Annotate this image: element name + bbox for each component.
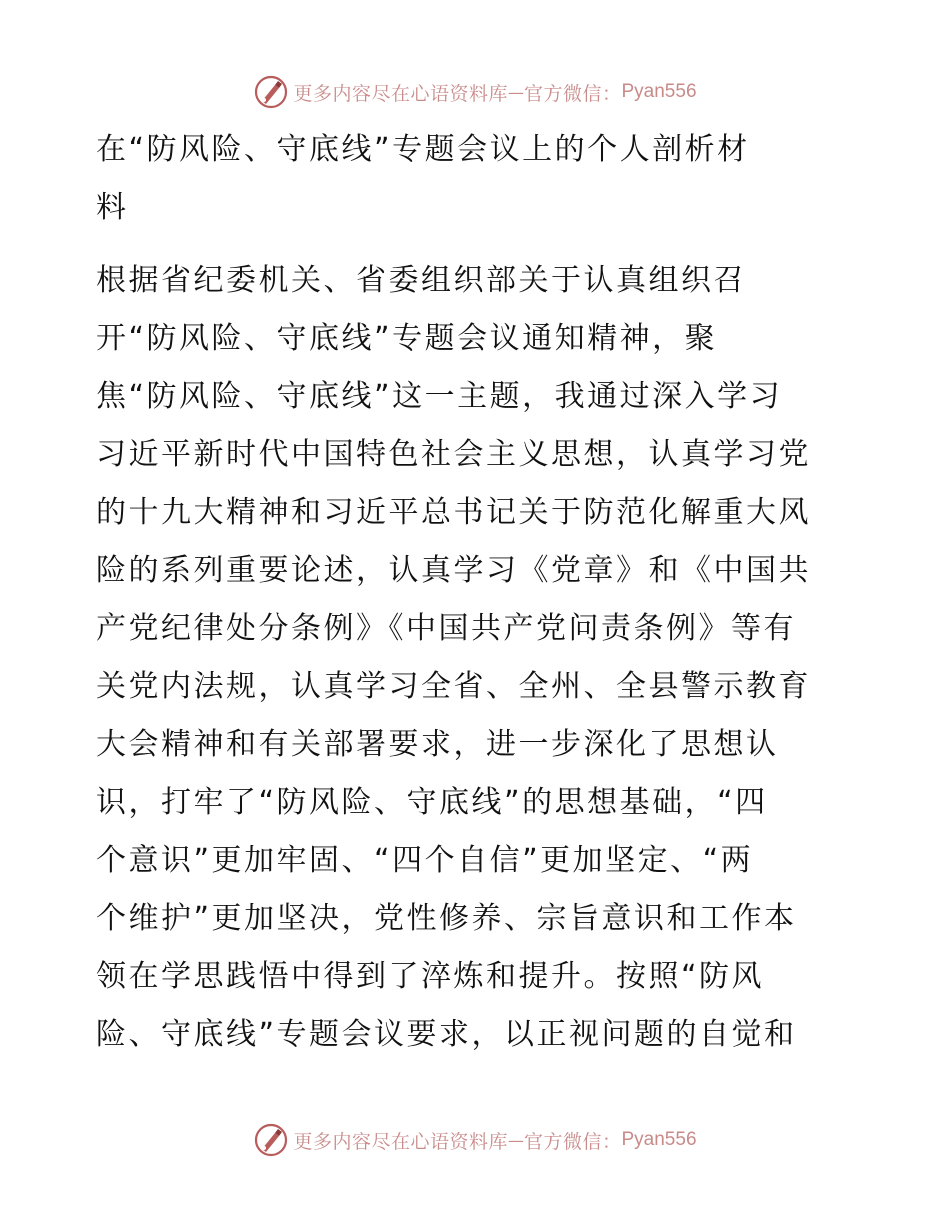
- title-line: 料: [96, 190, 129, 225]
- body-line: 习近平新时代中国特色社会主义思想，认真学习党: [96, 437, 811, 472]
- watermark-id: Pyan556: [621, 81, 697, 102]
- watermark-text: 更多内容尽在心语资料库: [293, 1130, 508, 1153]
- body-line: 开“防风险、守底线”专题会议通知精神，聚: [96, 321, 718, 356]
- footer-watermark: [0, 1120, 950, 1160]
- document-title: [96, 122, 856, 238]
- watermark-text: 更多内容尽在心语资料库: [293, 82, 508, 105]
- body-line: 险、守底线”专题会议要求，以正视问题的自觉和: [96, 1017, 797, 1052]
- body-line: 的十九大精神和习近平总书记关于防范化解重大风: [96, 495, 811, 530]
- document-body: [96, 252, 856, 1064]
- body-line: 产党纪律处分条例》《中国共产党问责条例》等有: [96, 611, 796, 646]
- body-line: 关党内法规，认真学习全省、全州、全县警示教育: [96, 669, 811, 704]
- body-line: 个维护”更加坚决，党性修养、宗旨意识和工作本: [96, 901, 797, 936]
- body-line: 个意识”更加牢固、“四个自信”更加坚定、“两: [96, 843, 754, 878]
- body-line: 险的系列重要论述，认真学习《党章》和《中国共: [96, 553, 811, 588]
- watermark-id: Pyan556: [621, 1129, 697, 1150]
- watermark-label: 官方微信：: [523, 82, 622, 105]
- title-line: 在“防风险、守底线”专题会议上的个人剖析材: [96, 132, 750, 167]
- pen-logo-icon: [253, 1122, 289, 1158]
- body-line: 焦“防风险、守底线”这一主题，我通过深入学习: [96, 379, 783, 414]
- pen-logo-icon: [253, 74, 289, 110]
- header-watermark: [0, 72, 950, 112]
- body-line: 大会精神和有关部署要求，进一步深化了思想认: [96, 727, 779, 762]
- watermark-separator: —: [507, 82, 524, 102]
- body-line: 根据省纪委机关、省委组织部关于认真组织召: [96, 263, 746, 298]
- watermark-label: 官方微信：: [523, 1130, 622, 1153]
- body-line: 识，打牢了“防风险、守底线”的思想基础，“四: [96, 785, 768, 820]
- body-line: 领在学思践悟中得到了淬炼和提升。按照“防风: [96, 959, 765, 994]
- watermark-separator: —: [507, 1130, 524, 1150]
